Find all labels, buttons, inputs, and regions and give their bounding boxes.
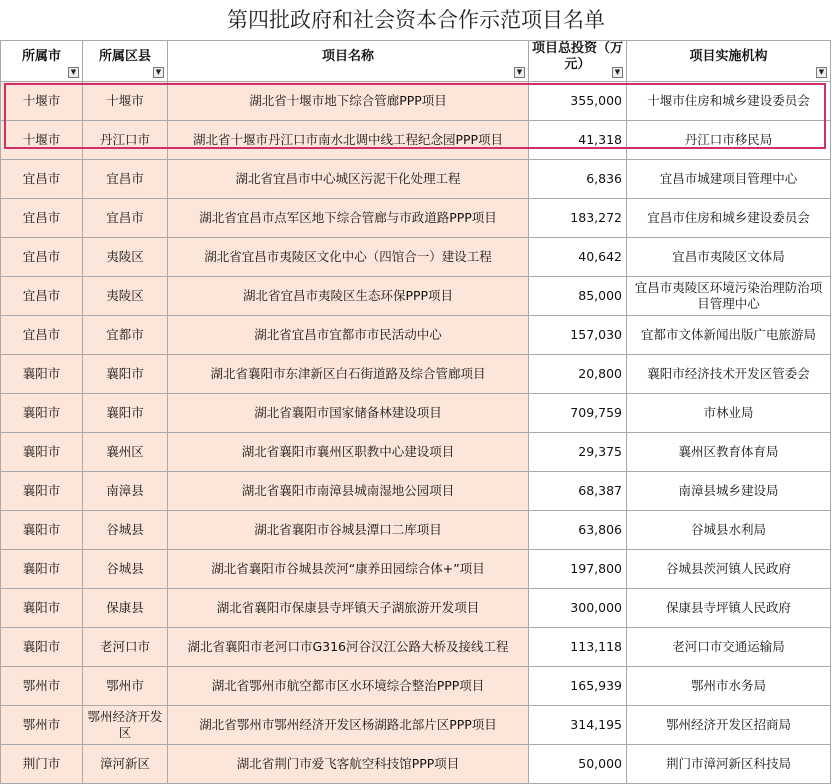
- cell-investment[interactable]: 85,000: [529, 277, 627, 316]
- cell-project[interactable]: 湖北省十堰市地下综合管廊PPP项目: [168, 82, 529, 121]
- header-city: 所属市 ▼: [1, 41, 83, 82]
- header-investment: 项目总投资（万元） ▼: [529, 41, 627, 82]
- header-project: 项目名称 ▼: [168, 41, 529, 82]
- cell-investment[interactable]: 68,387: [529, 472, 627, 511]
- cell-project[interactable]: 湖北省襄阳市谷城县潭口二库项目: [168, 511, 529, 550]
- table-row: [1, 628, 831, 667]
- cell-district[interactable]: 襄阳市: [83, 394, 168, 433]
- cell-agency[interactable]: 丹江口市移民局: [627, 121, 831, 160]
- table-row: [1, 316, 831, 355]
- cell-investment[interactable]: 157,030: [529, 316, 627, 355]
- cell-city[interactable]: 宜昌市: [1, 199, 83, 238]
- cell-investment[interactable]: 41,318: [529, 121, 627, 160]
- cell-district[interactable]: 襄州区: [83, 433, 168, 472]
- cell-agency[interactable]: 保康县寺坪镇人民政府: [627, 589, 831, 628]
- table-row: [1, 199, 831, 238]
- header-district: 所属区县 ▼: [83, 41, 168, 82]
- cell-city[interactable]: 宜昌市: [1, 316, 83, 355]
- table-row: [1, 589, 831, 628]
- cell-project[interactable]: 湖北省襄阳市南漳县城南湿地公园项目: [168, 472, 529, 511]
- cell-district[interactable]: 夷陵区: [83, 277, 168, 316]
- table-row: [1, 394, 831, 433]
- cell-city[interactable]: 襄阳市: [1, 433, 83, 472]
- cell-city[interactable]: 荆门市: [1, 745, 83, 784]
- cell-city[interactable]: 襄阳市: [1, 355, 83, 394]
- cell-agency[interactable]: 宜都市文体新闻出版广电旅游局: [627, 316, 831, 355]
- cell-city[interactable]: 宜昌市: [1, 160, 83, 199]
- cell-agency[interactable]: 鄂州经济开发区招商局: [627, 706, 831, 745]
- cell-district[interactable]: 丹江口市: [83, 121, 168, 160]
- table-row: [1, 550, 831, 589]
- cell-project[interactable]: 湖北省襄阳市保康县寺坪镇天子湖旅游开发项目: [168, 589, 529, 628]
- cell-investment[interactable]: 314,195: [529, 706, 627, 745]
- cell-district[interactable]: 宜都市: [83, 316, 168, 355]
- cell-investment[interactable]: 165,939: [529, 667, 627, 706]
- dropdown-arrow-icon[interactable]: ▼: [153, 67, 164, 78]
- cell-investment[interactable]: 63,806: [529, 511, 627, 550]
- cell-investment[interactable]: 29,375: [529, 433, 627, 472]
- cell-investment[interactable]: 300,000: [529, 589, 627, 628]
- cell-city[interactable]: 鄂州市: [1, 706, 83, 745]
- cell-district[interactable]: 老河口市: [83, 628, 168, 667]
- cell-project[interactable]: 湖北省襄阳市国家储备林建设项目: [168, 394, 529, 433]
- table-row: [1, 667, 831, 706]
- dropdown-arrow-icon[interactable]: ▼: [816, 67, 827, 78]
- cell-district[interactable]: 鄂州经济开发区: [83, 706, 168, 745]
- cell-city[interactable]: 襄阳市: [1, 550, 83, 589]
- cell-district[interactable]: 鄂州市: [83, 667, 168, 706]
- cell-agency[interactable]: 市林业局: [627, 394, 831, 433]
- cell-investment[interactable]: 20,800: [529, 355, 627, 394]
- cell-investment[interactable]: 355,000: [529, 82, 627, 121]
- table-row: [1, 82, 831, 121]
- dropdown-arrow-icon[interactable]: ▼: [612, 67, 623, 78]
- cell-district[interactable]: 谷城县: [83, 550, 168, 589]
- cell-agency[interactable]: 鄂州市水务局: [627, 667, 831, 706]
- cell-district[interactable]: 南漳县: [83, 472, 168, 511]
- dropdown-arrow-icon[interactable]: ▼: [68, 67, 79, 78]
- cell-investment[interactable]: 50,000: [529, 745, 627, 784]
- cell-project[interactable]: 湖北省襄阳市东津新区白石街道路及综合管廊项目: [168, 355, 529, 394]
- cell-project[interactable]: 湖北省鄂州市航空都市区水环境综合整治PPP项目: [168, 667, 529, 706]
- sheet-title: 第四批政府和社会资本合作示范项目名单: [227, 8, 605, 32]
- cell-agency[interactable]: 襄阳市经济技术开发区管委会: [627, 355, 831, 394]
- cell-project[interactable]: 湖北省十堰市丹江口市南水北调中线工程纪念园PPP项目: [168, 121, 529, 160]
- cell-agency[interactable]: 宜昌市城建项目管理中心: [627, 160, 831, 199]
- dropdown-arrow-icon[interactable]: ▼: [514, 67, 525, 78]
- cell-district[interactable]: 夷陵区: [83, 238, 168, 277]
- cell-city[interactable]: 十堰市: [1, 121, 83, 160]
- cell-project[interactable]: 湖北省鄂州市鄂州经济开发区杨湖路北部片区PPP项目: [168, 706, 529, 745]
- cell-city[interactable]: 宜昌市: [1, 238, 83, 277]
- cell-city[interactable]: 襄阳市: [1, 394, 83, 433]
- cell-district[interactable]: 襄阳市: [83, 355, 168, 394]
- cell-project[interactable]: 湖北省宜昌市点军区地下综合管廊与市政道路PPP项目: [168, 199, 529, 238]
- table-row: [1, 238, 831, 277]
- cell-investment[interactable]: 6,836: [529, 160, 627, 199]
- cell-district[interactable]: 宜昌市: [83, 199, 168, 238]
- table-row: [1, 121, 831, 160]
- cell-district[interactable]: 漳河新区: [83, 745, 168, 784]
- table-row: [1, 160, 831, 199]
- cell-investment[interactable]: 183,272: [529, 199, 627, 238]
- table-row: [1, 355, 831, 394]
- cell-investment[interactable]: 113,118: [529, 628, 627, 667]
- cell-city[interactable]: 襄阳市: [1, 472, 83, 511]
- table-row: [1, 511, 831, 550]
- cell-agency[interactable]: 宜昌市夷陵区环境污染治理防治项目管理中心: [627, 277, 831, 316]
- cell-project[interactable]: 湖北省襄阳市襄州区职教中心建设项目: [168, 433, 529, 472]
- cell-agency[interactable]: 宜昌市夷陵区文体局: [627, 238, 831, 277]
- cell-agency[interactable]: 襄州区教育体育局: [627, 433, 831, 472]
- project-table: [0, 40, 831, 784]
- cell-agency[interactable]: 十堰市住房和城乡建设委员会: [627, 82, 831, 121]
- cell-district[interactable]: 十堰市: [83, 82, 168, 121]
- cell-project[interactable]: 湖北省宜昌市宜都市市民活动中心: [168, 316, 529, 355]
- cell-city[interactable]: 十堰市: [1, 82, 83, 121]
- cell-project[interactable]: 湖北省襄阳市老河口市G316河谷汉江公路大桥及接线工程: [168, 628, 529, 667]
- cell-agency[interactable]: 老河口市交通运输局: [627, 628, 831, 667]
- cell-city[interactable]: 襄阳市: [1, 511, 83, 550]
- cell-city[interactable]: 鄂州市: [1, 667, 83, 706]
- cell-investment[interactable]: 40,642: [529, 238, 627, 277]
- cell-district[interactable]: 保康县: [83, 589, 168, 628]
- cell-city[interactable]: 襄阳市: [1, 589, 83, 628]
- cell-investment[interactable]: 709,759: [529, 394, 627, 433]
- cell-district[interactable]: 宜昌市: [83, 160, 168, 199]
- cell-agency[interactable]: 谷城县茨河镇人民政府: [627, 550, 831, 589]
- cell-agency[interactable]: 荆门市漳河新区科技局: [627, 745, 831, 784]
- cell-project[interactable]: 湖北省襄阳市谷城县茨河“康养田园综合体+”项目: [168, 550, 529, 589]
- table-row: [1, 706, 831, 745]
- cell-city[interactable]: 宜昌市: [1, 277, 83, 316]
- table-row: [1, 472, 831, 511]
- table-row: [1, 433, 831, 472]
- cell-investment[interactable]: 197,800: [529, 550, 627, 589]
- cell-project[interactable]: 湖北省宜昌市夷陵区文化中心（四馆合一）建设工程: [168, 238, 529, 277]
- cell-project[interactable]: 湖北省宜昌市中心城区污泥干化处理工程: [168, 160, 529, 199]
- cell-district[interactable]: 谷城县: [83, 511, 168, 550]
- cell-agency[interactable]: 谷城县水利局: [627, 511, 831, 550]
- table-row: [1, 277, 831, 316]
- cell-project[interactable]: 湖北省荆门市爱飞客航空科技馆PPP项目: [168, 745, 529, 784]
- header-row: [1, 41, 831, 82]
- cell-agency[interactable]: 宜昌市住房和城乡建设委员会: [627, 199, 831, 238]
- cell-project[interactable]: 湖北省宜昌市夷陵区生态环保PPP项目: [168, 277, 529, 316]
- cell-agency[interactable]: 南漳县城乡建设局: [627, 472, 831, 511]
- header-agency: 项目实施机构 ▼: [627, 41, 831, 82]
- cell-city[interactable]: 襄阳市: [1, 628, 83, 667]
